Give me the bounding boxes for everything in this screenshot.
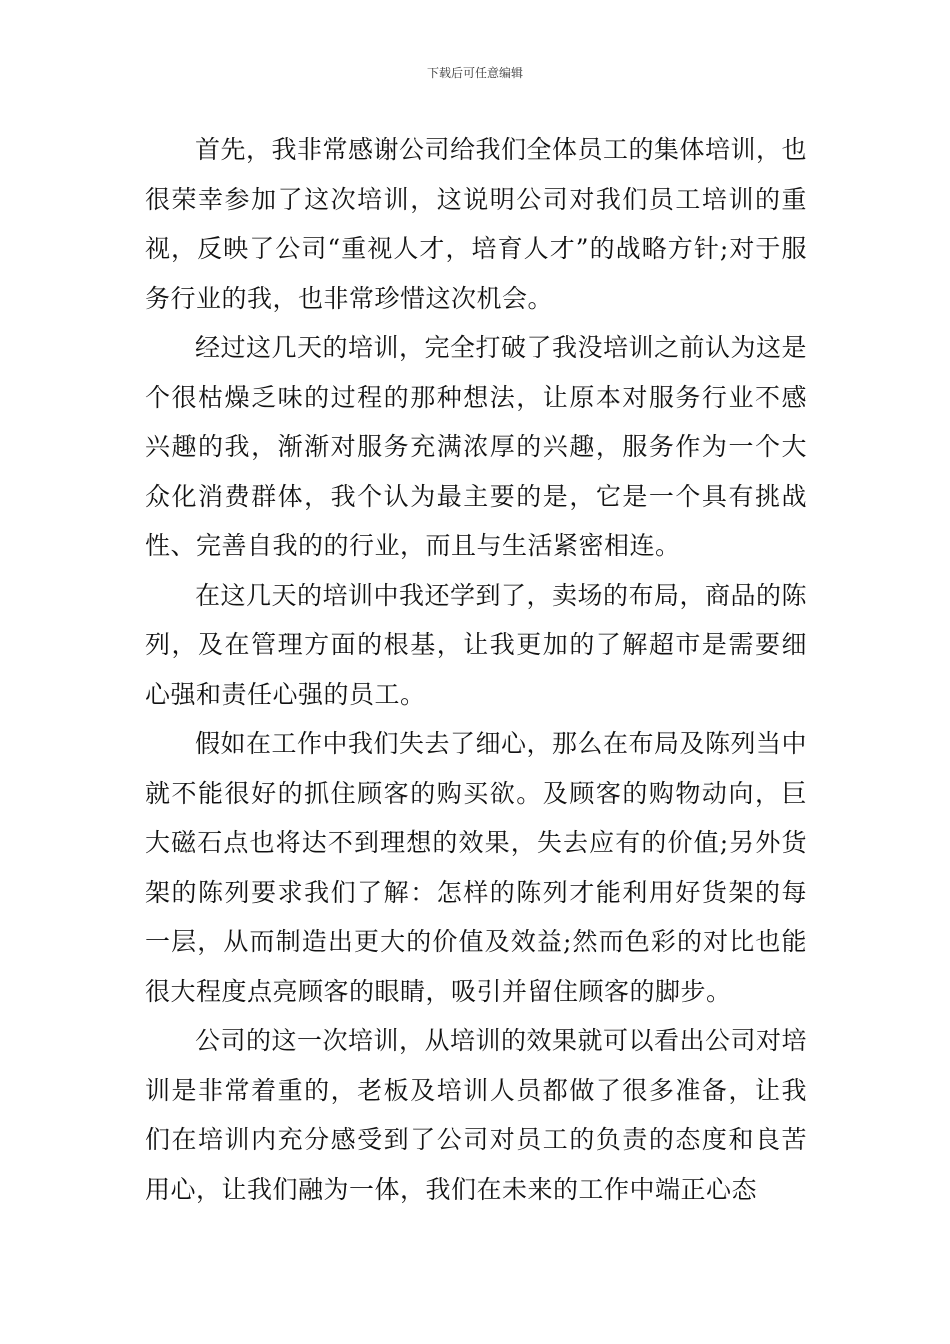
paragraph-store-layout: 在这几天的培训中我还学到了，卖场的布局，商品的陈列，及在管理方面的根基，让我更加的了解超市是需要细心强和责任心强的员工。: [145, 580, 808, 709]
paragraph-display-importance: 假如在工作中我们失去了细心，那么在布局及陈列当中就不能很好的抓住顾客的购买欲。及顾客的购物动向，巨大磁石点也将达不到理想的效果，失去应有的价值;另外货架的陈列要求我们了解：怎样的陈列才能利用好货架的每一层，从而制造出更大的价值及效益;然而色彩的对比也能很大程度点亮顾客的眼睛，吸引并留住顾客的脚步。: [145, 729, 808, 1006]
paragraph-company-commitment: 公司的这一次培训，从培训的效果就可以看出公司对培训是非常着重的，老板及培训人员都做了很多准备，让我们在培训内充分感受到了公司对员工的负责的态度和良苦用心，让我们融为一体，我们在未来的工作中端正心态: [145, 1026, 808, 1204]
document-body: [145, 125, 807, 1214]
paragraph-gratitude: 首先，我非常感谢公司给我们全体员工的集体培训，也很荣幸参加了这次培训，这说明公司对我们员工培训的重视，反映了公司“重视人才，培育人才”的战略方针;对于服务行业的我，也非常珍惜这次机会。: [145, 135, 808, 313]
page-header: 下载后可任意编辑: [426, 66, 523, 80]
paragraph-training-experience: 经过这几天的培训，完全打破了我没培训之前认为这是个很枯燥乏味的过程的那种想法，让原本对服务行业不感兴趣的我，渐渐对服务充满浓厚的兴趣，服务作为一个大众化消费群体，我个认为最主要的是，它是一个具有挑战性、完善自我的的行业，而且与生活紧密相连。: [145, 333, 808, 560]
